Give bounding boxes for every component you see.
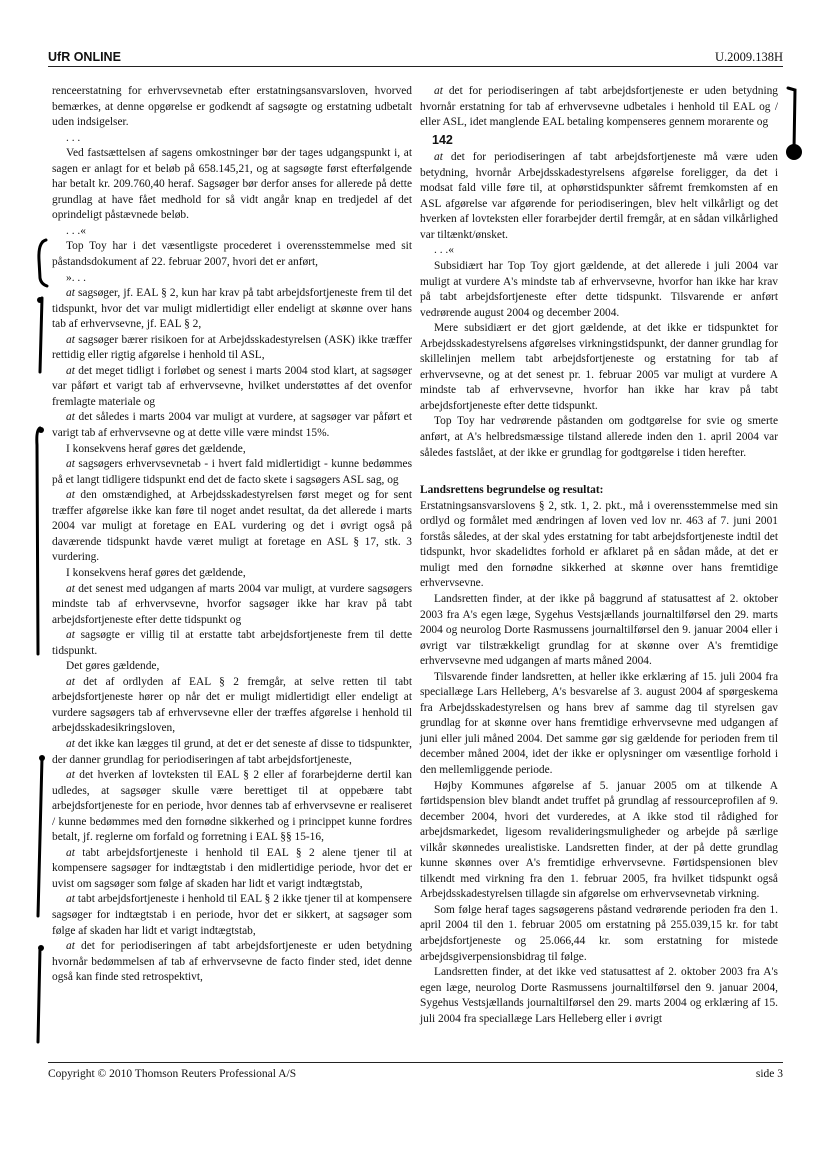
at-marker: at bbox=[66, 675, 75, 688]
section-heading: Landsrettens begrundelse og resultat: bbox=[420, 484, 604, 497]
argument-item bbox=[52, 737, 412, 768]
at-marker: at bbox=[66, 287, 75, 300]
bracket-mark bbox=[38, 948, 40, 1042]
bracket-mark bbox=[40, 298, 42, 372]
paragraph: Som følge heraf tages sagsøgerens påstand vedrørende perioden fra den 1. april 2004 til den 1. februar 2005 om erstatning på 255.039,15 kr. for tabt arbejdsfortjeneste og 25.066,44 kr. som erstatning for mistede arbejdsgiverpensionsbidrag til følge. bbox=[420, 903, 778, 963]
right-column bbox=[420, 84, 778, 1027]
ellipsis: . . .« bbox=[66, 224, 86, 237]
paragraph: Tilsvarende finder landsretten, at heller ikke erklæring af 15. juli 2004 fra speciallæge Lars Helleberg, A's besvarelse af 3. august 2004 af spørgeskema fra Arbejdsskadestyrelsen og hans brev af samme dag til styrelsen gav grundlag for at skønne over hans fremtidige erhvervsevne med udgangen af juni eller juli måned 2004. Det samme gør sig gældende for perioden frem til december måned 2004, idet der ikke er oplysninger om væsentlige forhold i den mellemliggende periode. bbox=[420, 670, 778, 776]
at-marker: at bbox=[434, 151, 443, 164]
paragraph: Ved fastsættelsen af sagens omkostninger bør der tages udgangspunkt i, at sagen er anlagt for et beløb på 658.145,21, og at sagsøgte først efterfølgende har betalt kr. 209.760,40 heraf. Sagsøger bør derfor anses for allerede på dette grundlag at have fået medhold for så vidt angår knap en tredjedel af det oprindeligt påstævnede beløb. bbox=[52, 147, 412, 222]
bracket-dot bbox=[39, 755, 45, 761]
page-footer bbox=[48, 1062, 783, 1080]
ellipsis: . . . bbox=[66, 131, 81, 144]
publication-name: UfR ONLINE bbox=[48, 50, 121, 64]
at-marker: at bbox=[66, 737, 75, 750]
bracket-mark bbox=[37, 428, 40, 654]
paragraph: I konsekvens heraf gøres det gældende, bbox=[66, 566, 246, 579]
argument-item bbox=[52, 410, 412, 441]
argument-text: tabt arbejdsfortjeneste i henhold til EAL § 2 alene tjener til at kompensere sagsøger for indtægtstab i den midlertidige periode, hvor det er uvist om sagsøger som følge af skaden har lidt et varigt indtægtstab, bbox=[52, 846, 412, 890]
argument-item bbox=[52, 364, 412, 411]
argument-item bbox=[52, 675, 412, 737]
paragraph: Mere subsidiært er det gjort gældende, at det ikke er tidspunktet for Arbejdsskadestyrelsens afgørelses virkningstidspunkt, der danner grundlag for skillelinjen mellem tabt arbejdsfortjeneste og erstatning for tab af erhvervsevne, og at det senest pr. 1. februar 2005 var muligt at vurdere A mindste tab af erhvervsevne, hvorfor han ikke har krav på tabt arbejdsfortjeneste efter dette tidspunkt. bbox=[420, 322, 778, 412]
paragraph: Landsretten finder, at det ikke ved statusattest af 2. oktober 2003 fra A's egen læge, neurolog Dorte Rasmussens journaltilførsel den 9. januar 2004, Sygehus Vestsjællands journaltilførsel den 29. marts 2004 og erklæring af 15. juli 2004 fra speciallæge Lars Helleberg eller i øvrigt bbox=[420, 966, 778, 1025]
argument-item bbox=[420, 84, 778, 131]
at-marker: at bbox=[66, 489, 75, 502]
argument-text: det hverken af lovteksten til EAL § 2 eller af forarbejderne dertil kan udledes, at sagsøger skulle være berettiget til at oppebære tabt arbejdsfortjeneste for en periode, hvor dennes tab af erhvervsevne er realiseret / kunne bedømmes med den fornødne sikkerhed og i princippet kunne fordres betalt, jf. reglerne om forfald og forretning i EAL §§ 15-16, bbox=[52, 769, 412, 844]
argument-text: sagsøgers erhvervsevnetab - i hvert fald midlertidigt - kunne bedømmes på et langt tidligere tidspunkt end det de facto skete i sagsøgers ASL sag, og bbox=[52, 458, 412, 486]
argument-item bbox=[52, 582, 412, 629]
ellipsis: . . .« bbox=[434, 244, 454, 257]
copyright-text: Copyright © 2010 Thomson Reuters Professional A/S bbox=[48, 1068, 297, 1080]
argument-text: det således i marts 2004 var muligt at vurdere, at sagsøger var påført et varigt tab af erhvervsevne og at dette ville være mindst 15%. bbox=[52, 411, 412, 440]
paragraph: I konsekvens heraf gøres det gældende, bbox=[66, 442, 246, 455]
at-marker: at bbox=[66, 629, 75, 642]
argument-item bbox=[52, 333, 412, 364]
at-marker: at bbox=[66, 582, 75, 595]
argument-text: det meget tidligt i forløbet og senest i marts 2004 stod klart, at sagsøger var påført et varigt tab af erhvervsevne, hvilket understøttes af det ovenfor fremlagte materiale og bbox=[52, 364, 412, 408]
paragraph: Top Toy har i det væsentligste procederet i overensstemmelse med sit påstandsdokument af 22. februar 2007, hvori det er anført, bbox=[52, 240, 412, 269]
page-header bbox=[48, 44, 783, 67]
argument-item bbox=[52, 488, 412, 566]
bracket-mark bbox=[39, 240, 47, 286]
argument-text: den omstændighed, at Arbejdsskadestyrelsen først meget og for sent træffer afgørelse ikke kan føre til noget andet resultat, da det allerede i marts 2004 var muligt at foretage en EAL vurdering og det i øvrigt også på daværende tidspunkt havde været muligt at foretage en ASL § 17, stk. 3 vurdering. bbox=[52, 489, 412, 564]
at-marker: at bbox=[66, 893, 75, 906]
at-marker: at bbox=[66, 769, 75, 782]
argument-text: det for periodiseringen af tabt arbejdsfortjeneste er uden betydning hvornår bedømmelsen af tab af erhvervsevne de facto finder sted, idet denne også kan finde sted retrospektivt, bbox=[52, 940, 412, 984]
argument-text: sagsøgte er villig til at erstatte tabt arbejdsfortjeneste frem til dette tidspunkt. bbox=[52, 629, 412, 657]
paragraph: renceerstatning for erhvervsevnetab efter erstatningsansvarsloven, hvorved bemærkes, at denne opgørelse er godkendt af sagsøgte og erstatning udbetalt uden indsigelser. bbox=[52, 85, 412, 129]
bracket-dot bbox=[38, 945, 44, 951]
at-marker: at bbox=[66, 411, 75, 424]
page-number: side 3 bbox=[755, 1068, 783, 1080]
argument-item bbox=[52, 286, 412, 333]
bracket-mark bbox=[788, 88, 795, 150]
ellipsis: ». . . bbox=[66, 271, 86, 284]
argument-text: sagsøger bærer risikoen for at Arbejdsskadestyrelsen (ASK) ikke træffer rettidig eller rigtig afgørelse i henhold til ASL, bbox=[52, 333, 412, 362]
at-marker: at bbox=[66, 364, 75, 377]
argument-item bbox=[52, 457, 412, 488]
bracket-dot bbox=[786, 144, 802, 160]
argument-text: det af ordlyden af EAL § 2 fremgår, at selve retten til tabt arbejdsfortjeneste hører op når det er muligt midlertidigt eller endeligt at vurdere sagsøgers tab af erhvervsevne eller der træffes afgørelse i henhold til arbejdsskadesikringsloven, bbox=[52, 675, 412, 735]
at-marker: at bbox=[66, 458, 75, 471]
left-column bbox=[52, 84, 412, 986]
argument-item bbox=[420, 150, 778, 243]
at-marker: at bbox=[66, 940, 75, 953]
argument-text: det for periodiseringen af tabt arbejdsfortjeneste er uden betydning hvornår erstatning for tab af erhvervsevne udbetales i henhold til EAL og / eller ASL, idet manglende EAL betaling kompenseres gennem morarente og bbox=[420, 85, 778, 129]
argument-text: det for periodiseringen af tabt arbejdsfortjeneste må være uden betydning, hvornår Arbejdsskadestyrelsens afgørelse foreligger, da det i modsat fald ville føre til, at ophørstidspunkter såfremt fremkomsten af en ASL afgørelse var afgørende for periodiseringen, blev helt vilkårligt og det hverken af lovteksten eller forarbejder dertil fremgår, at en sådan vilkårlighed var tiltænkt/ønsket. bbox=[420, 151, 778, 241]
argument-text: tabt arbejdsfortjeneste i henhold til EAL § 2 ikke tjener til at kompensere sagsøger for indtægtstab i en periode, hvor det er sikkert, at sagsøger som følge af skaden har lidt et varigt indtægtstab, bbox=[52, 893, 412, 937]
argument-item bbox=[52, 628, 412, 659]
argument-text: sagsøger, jf. EAL § 2, kun har krav på tabt arbejdsfortjeneste frem til det tidspunkt, hvor det var muligt midlertidigt eller endeligt at skønne over hans tab af erhvervsevne, jf. EAL § 2, bbox=[52, 287, 412, 331]
bracket-dot bbox=[38, 427, 44, 433]
argument-item bbox=[52, 939, 412, 986]
at-marker: at bbox=[434, 85, 443, 97]
bracket-mark bbox=[38, 758, 42, 916]
argument-item bbox=[52, 892, 412, 939]
argument-item bbox=[52, 768, 412, 846]
argument-text: det ikke kan lægges til grund, at det er det seneste af disse to tidspunkter, der danner grundlag for periodiseringen af tabt arbejdsfortjeneste, bbox=[52, 737, 412, 766]
paragraph: Erstatningsansvarslovens § 2, stk. 1, 2. pkt., må i overensstemmelse med sin ordlyd og formålet med ændringen af loven ved lov nr. 463 af 7. juni 2001 forstås således, at der skal ydes erstatning for tabt arbejdsfortjeneste indtil det tidspunkt, hvor skadelidtes forhold er afklaret på en sådan måde, at det er muligt med den fornødne sikkerhed at skønne over hans fremtidige erhvervsevne. bbox=[420, 499, 778, 590]
paragraph: Top Toy har vedrørende påstanden om godtgørelse for svie og smerte anført, at A's helbredsmæssige tilstand allerede inden den 1. april 2004 var således fastslået, at der ikke er grundlag for godtgørelse i tiden herefter. bbox=[420, 415, 778, 459]
margin-page-number: 142 bbox=[432, 132, 453, 147]
paragraph: Højby Kommunes afgørelse af 5. januar 2005 om at tilkende A førtidspension blev blandt andet truffet på grundlag af ressourceprofilen af 9. december 2004, hvori det vurderedes, at A ikke stod til rådighed for arbejdsmarkedet, ligesom revalideringsmuligheder og arbejde på særlige vilkår skønnedes urealistiske. Landsretten finder, at der på dette grundlag kunne skønnes over A's fremtidige erhvervsevne. Førtidspensionen blev tilkendt med virkning fra den 1. februar 2005, fra hvilket tidspunkt også Arbejdsskadestyrelsen tillagde sin afgørelse om erhvervsevnetab virkning. bbox=[420, 779, 778, 901]
paragraph: Subsidiært har Top Toy gjort gældende, at det allerede i juli 2004 var muligt at vurdere A's mindste tab af erhvervsevne, hvorfor han ikke har krav på tabt arbejdsfortjeneste efter dette tidspunkt. Tilsvarende er anført vedrørende august 2004 og december 2004. bbox=[420, 260, 778, 319]
argument-item bbox=[52, 846, 412, 893]
paragraph: Landsretten finder, at der ikke på baggrund af statusattest af 2. oktober 2003 fra A's egen læge, Sygehus Vestsjællands journaltilførsel den 29. marts 2004 og neurolog Dorte Rasmussens journaltilførsel den 9. januar 2004 eller i øvrigt var tilstrækkeligt grundlag for at skønne over A's fremtidige erhvervsevne med udgangen af marts måned 2004. bbox=[420, 592, 778, 668]
at-marker: at bbox=[66, 333, 75, 346]
document-reference: U.2009.138H bbox=[714, 50, 783, 64]
bracket-dot bbox=[37, 297, 43, 303]
paragraph: Det gøres gældende, bbox=[66, 660, 160, 673]
at-marker: at bbox=[66, 846, 75, 859]
argument-text: det senest med udgangen af marts 2004 var muligt, at vurdere sagsøgers mindste tab af erhvervsevne, hvorfor sagsøger ikke har krav på tabt arbejdsfortjeneste efter dette tidspunkt og bbox=[52, 582, 412, 626]
